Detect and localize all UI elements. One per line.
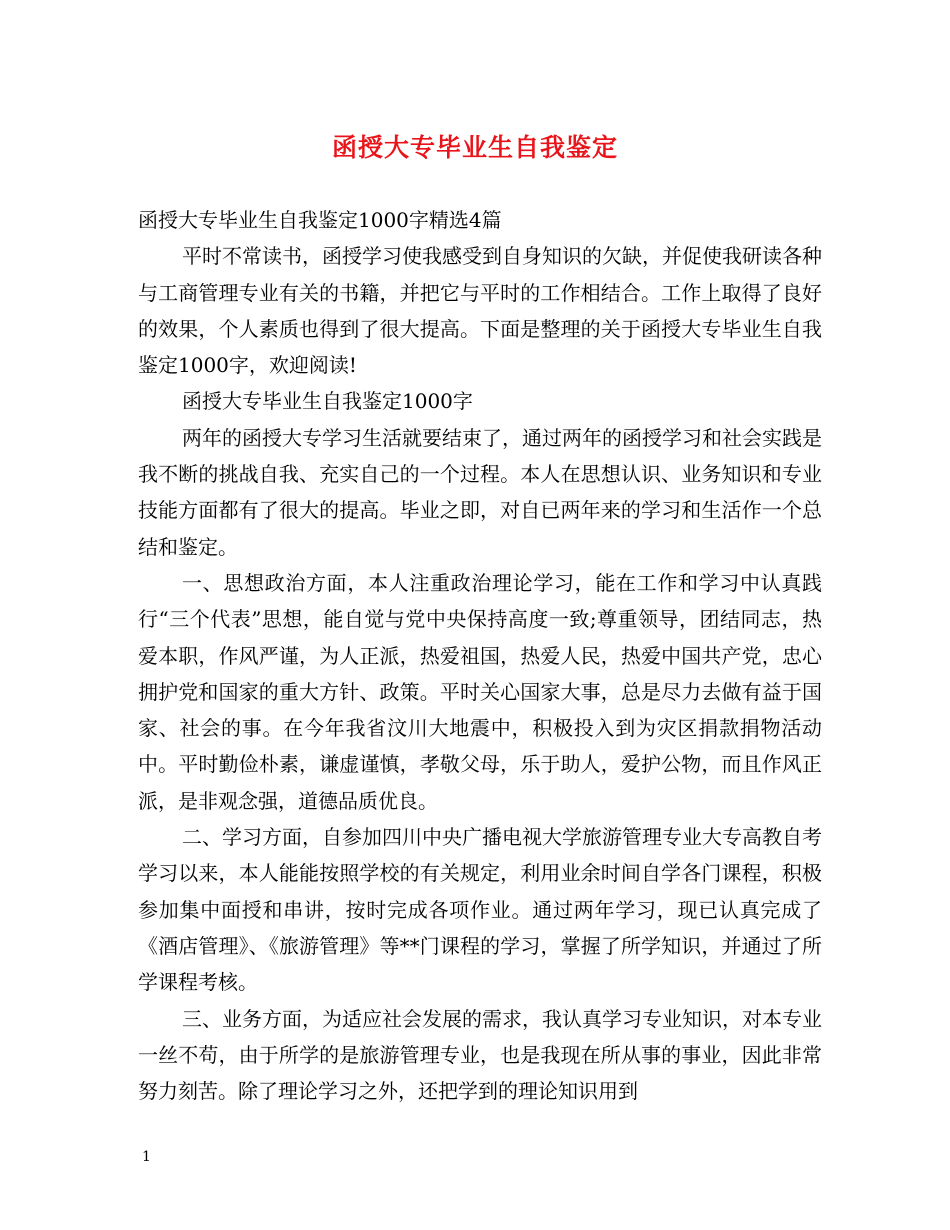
page-number: 1 — [142, 1149, 151, 1165]
paragraph-study: 二、学习方面，自参加四川中央广播电视大学旅游管理专业大专高教自考学习以来，本人能能按照学校的有关规定，利用业余时间自学各门课程，积极参加集中面授和串讲，按时完成各项作业。通过两年学习，现已认真完成了《酒店管理》、《旅游管理》等**门课程的学习，掌握了所学知识，并通过了所学课程考核。 — [138, 825, 822, 995]
document-body — [138, 202, 822, 1109]
section-heading: 函授大专毕业生自我鉴定1000字 — [182, 389, 473, 414]
document-subtitle: 函授大专毕业生自我鉴定1000字精选4篇 — [138, 208, 502, 232]
paragraph-intro: 平时不常读书，函授学习使我感受到自身知识的欠缺，并促使我研读各种与工商管理专业有关的书籍，并把它与平时的工作相结合。工作上取得了良好的效果，个人素质也得到了很大提高。下面是整理的关于函授大专毕业生自我鉴定1000字，欢迎阅读! — [138, 244, 822, 378]
paragraph-business: 三、业务方面，为适应社会发展的需求，我认真学习专业知识，对本专业一丝不苟，由于所学的是旅游管理专业，也是我现在所从事的事业，因此非常努力刻苦。除了理论学习之外，还把学到的理论知识用到 — [138, 1006, 822, 1104]
document-title: 函授大专毕业生自我鉴定 — [331, 133, 618, 162]
paragraph-political: 一、思想政治方面，本人注重政治理论学习，能在工作和学习中认真践行“三个代表”思想，能自觉与党中央保持高度一致;尊重领导，团结同志，热爱本职，作风严谨，为人正派，热爱祖国，热爱人民，热爱中国共产党，忠心拥护党和国家的重大方针、政策。平时关心国家大事，总是尽力去做有益于国家、社会的事。在今年我省汶川大地震中，积极投入到为灾区捐款捐物活动中。平时勤俭朴素，谦虚谨慎，孝敬父母，乐于助人，爱护公物，而且作风正派，是非观念强，道德品质优良。 — [138, 570, 822, 813]
paragraph-overview: 两年的函授大专学习生活就要结束了，通过两年的函授学习和社会实践是我不断的挑战自我、充实自己的一个过程。本人在思想认识、业务知识和专业技能方面都有了很大的提高。毕业之即，对自已两年来的学习和生活作一个总结和鉴定。 — [138, 425, 822, 559]
